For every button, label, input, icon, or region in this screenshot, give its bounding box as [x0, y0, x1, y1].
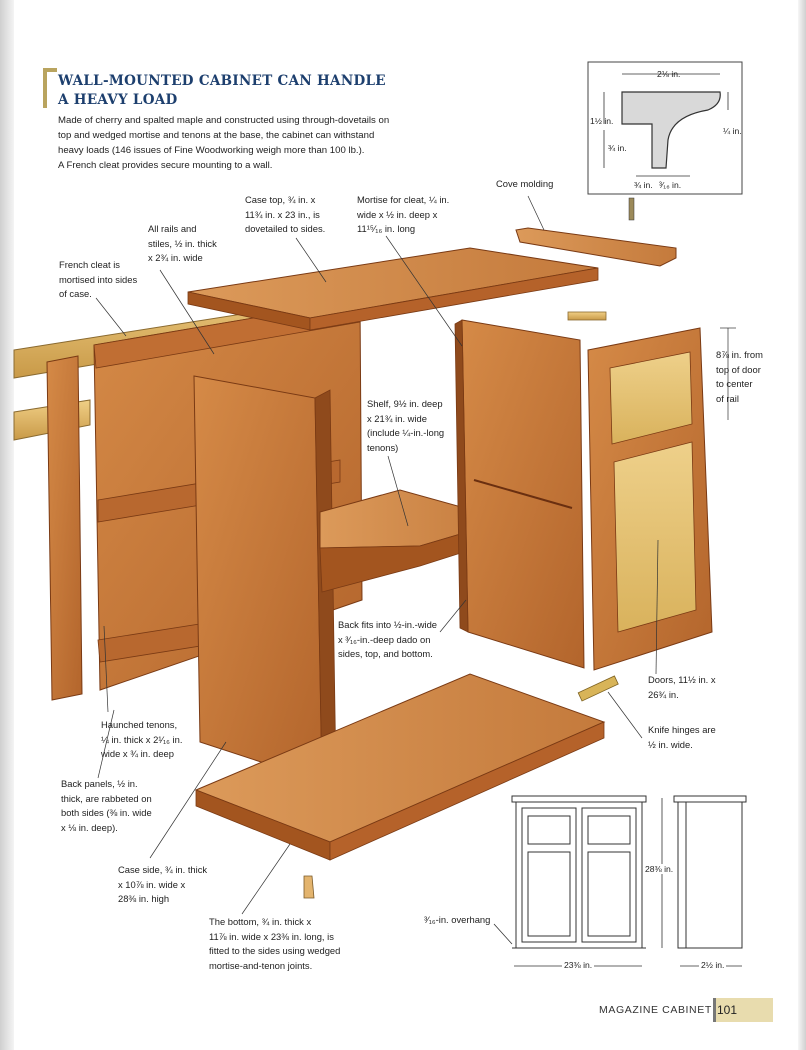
side-elevation [674, 796, 746, 948]
intro-line-1: Made of cherry and spalted maple and constructed using through-dovetails on [58, 115, 390, 126]
page-title-line-1: WALL-MOUNTED CABINET CAN HANDLE [58, 73, 386, 89]
callout-line: 28⅜ in. high [118, 893, 170, 904]
callout-line: thick, are rabbeted on [61, 792, 152, 804]
callout-french-cleat [59, 258, 137, 302]
callout-line: Back fits into ½-in.-wide [338, 619, 437, 630]
door [588, 328, 712, 670]
callout-case-top [245, 193, 325, 237]
callout-line: of rail [716, 392, 739, 404]
callout-line: Cove molding [496, 178, 554, 189]
callout-line: 11⅞ in. wide x 23⅜ in. long, is [209, 930, 334, 942]
cove-profile-inset [588, 62, 742, 194]
callout-shelf [367, 397, 444, 455]
callout-line: both sides (⅜ in. wide [61, 807, 152, 818]
elevation-dimension-lines [494, 798, 742, 966]
callout-line: wide x ¾ in. deep [101, 748, 174, 759]
intro-paragraph [58, 113, 403, 173]
callout-line: Doors, 11½ in. x [648, 674, 716, 685]
callout-cove-molding [496, 177, 553, 192]
callout-line: x ⅛ in. deep). [61, 821, 118, 833]
callout-line: Back panels, ½ in. [61, 778, 138, 789]
elevation-depth-dim: 2½ in. [701, 960, 725, 970]
left-case-side [194, 376, 336, 782]
callout-doors [648, 673, 716, 702]
callout-line: x 21¾ in. wide [367, 412, 427, 424]
callout-line: Haunched tenons, [101, 719, 178, 730]
callout-back-fits [338, 618, 437, 662]
callout-line: top of door [716, 363, 761, 375]
callout-line: ³⁄₁₆-in. overhang [424, 914, 491, 925]
footer-divider [713, 998, 716, 1022]
callout-line: of case. [59, 288, 92, 299]
callout-overhang [424, 913, 490, 928]
callout-line: mortise-and-tenon joints. [209, 959, 313, 971]
profile-right-dim: ¼ in. [723, 126, 742, 136]
callout-line: to center [716, 378, 753, 389]
right-case-side [455, 320, 584, 668]
callout-line: mortised into sides [59, 273, 138, 285]
title-accent-bracket [43, 68, 57, 108]
profile-bottom-a-dim: ¾ in. [634, 180, 653, 190]
callout-line: tenons) [367, 441, 399, 453]
callout-back-panels [61, 777, 152, 835]
callout-line: stiles, ½ in. thick [148, 237, 217, 249]
callout-line: x 10⅞ in. wide x [118, 878, 186, 890]
callout-line: 26¾ in. [648, 688, 679, 700]
front-elevation [512, 796, 646, 948]
callout-line: The bottom, ¾ in. thick x [209, 916, 312, 927]
wedge [304, 876, 314, 898]
callout-line: French cleat is [59, 259, 120, 270]
callout-line: x ³⁄₁₆-in.-deep dado on [338, 633, 431, 645]
page-title-line-2: A HEAVY LOAD [58, 92, 178, 108]
callout-line: dovetailed to sides. [245, 223, 326, 234]
profile-three-quarter-dim: ¾ in. [608, 143, 627, 153]
intro-line-3: heavy loads (146 issues of Fine Woodworking weigh more than 100 lb.). [58, 145, 365, 156]
screw-icon [629, 198, 634, 220]
callout-bottom [209, 915, 340, 973]
page-number: 101 [713, 998, 773, 1022]
callout-line: ¼ in. thick x 2¹⁄₁₆ in. [101, 733, 183, 745]
profile-bottom-b-dim: ³⁄₁₆ in. [659, 180, 682, 190]
page-title [58, 72, 398, 110]
callout-line: wide x ½ in. deep x [357, 208, 438, 220]
profile-height-dim: 1½ in. [590, 116, 614, 126]
callout-line: Case side, ¾ in. thick [118, 864, 208, 875]
callout-line: ½ in. wide. [648, 738, 693, 750]
callout-line: 8⅞ in. from [716, 349, 763, 360]
callout-haunched-tenons [101, 718, 182, 762]
callout-line: Mortise for cleat, ¼ in. [357, 194, 450, 205]
callout-line: sides, top, and bottom. [338, 648, 433, 659]
callout-mortise-cleat [357, 193, 449, 237]
callout-line: 11¹⁵⁄₁₆ in. long [357, 223, 416, 234]
profile-width-dim: 2⅛ in. [657, 69, 681, 79]
callout-knife-hinges [648, 723, 716, 752]
callout-line: Shelf, 9½ in. deep [367, 398, 443, 409]
callout-line: Knife hinges are [648, 724, 716, 735]
intro-line-2: top and wedged mortise and tenons at the base, the cabinet can withstand [58, 130, 375, 141]
callout-line: x 2¾ in. wide [148, 252, 203, 263]
footer-section-label: MAGAZINE CABINET [599, 1004, 712, 1016]
intro-line-4: A French cleat provides secure mounting to a wall. [58, 160, 273, 171]
callout-line: fitted to the sides using wedged [209, 945, 341, 956]
callout-line: All rails and [148, 223, 197, 234]
callout-rail-dim [716, 348, 763, 406]
callout-line: Case top, ¾ in. x [245, 194, 316, 205]
callout-line: (include ¼-in.-long [367, 427, 445, 438]
elevation-width-dim: 23⅜ in. [564, 960, 593, 970]
back-stile [47, 356, 82, 700]
elevation-height-dim: 28⅜ in. [645, 864, 674, 874]
callout-case-side [118, 863, 207, 907]
callout-rails-stiles [148, 222, 217, 266]
callout-line: 11¾ in. x 23 in., is [245, 208, 320, 220]
cleat-piece [568, 312, 606, 320]
